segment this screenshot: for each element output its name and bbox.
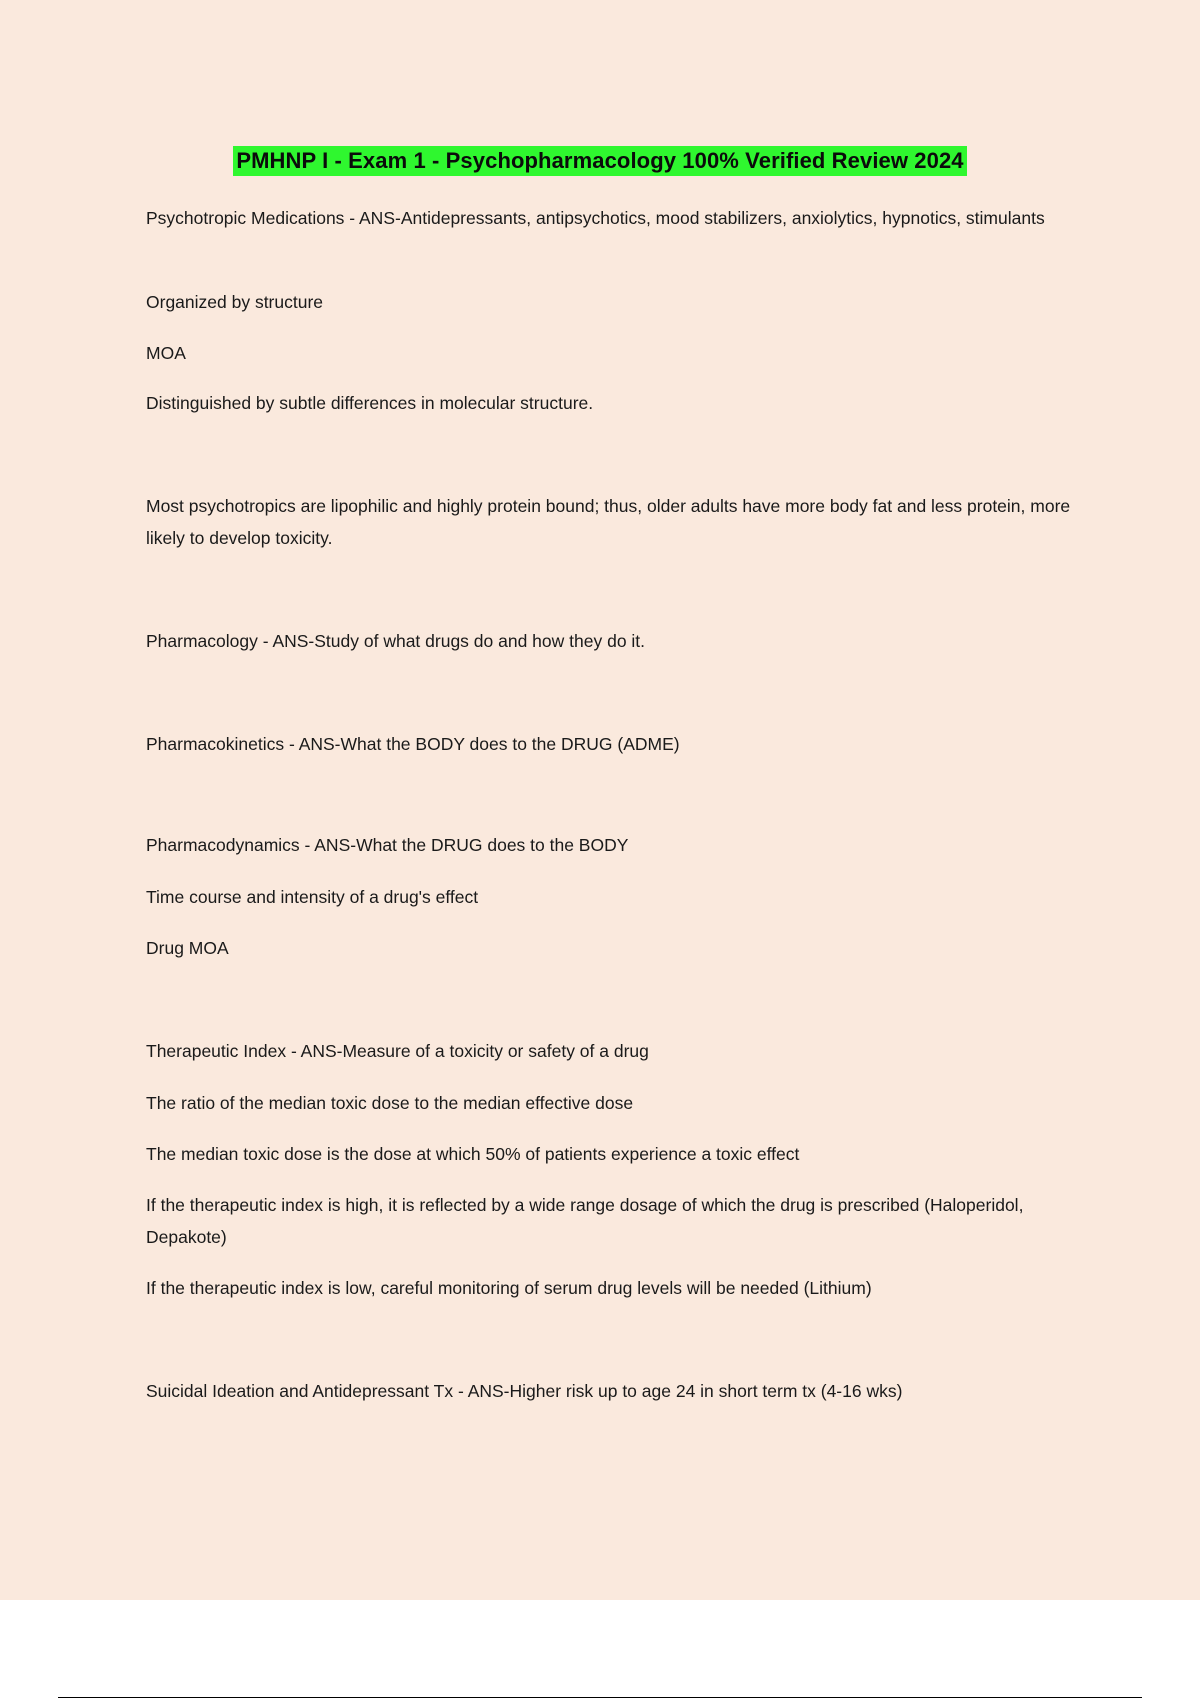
text-line: Pharmacology - ANS-Study of what drugs do and how they do it. bbox=[146, 631, 646, 651]
text-line: Therapeutic Index - ANS-Measure of a toxicity or safety of a drug bbox=[146, 1041, 649, 1061]
text-line: Suicidal Ideation and Antidepressant Tx - ANS-Higher risk up to age 24 in short term tx (4-16 wks) bbox=[146, 1381, 903, 1401]
text-line: If the therapeutic index is high, it is reflected by a wide range dosage of which the drug is prescribed (Haloperidol, Depakote) bbox=[146, 1195, 1024, 1247]
text-line: The median toxic dose is the dose at which 50% of patients experience a toxic effect bbox=[146, 1144, 800, 1164]
text-line: Most psychotropics are lipophilic and highly protein bound; thus, older adults have more body fat and less protein, more likely to develop toxicity. bbox=[146, 496, 1071, 548]
text-line: Drug MOA bbox=[146, 938, 229, 958]
text-line: Time course and intensity of a drug's effect bbox=[146, 887, 479, 907]
text-line: Pharmacodynamics - ANS-What the DRUG does to the BODY bbox=[146, 835, 629, 855]
text-line: Psychotropic Medications - ANS-Antidepressants, antipsychotics, mood stabilizers, anxiolytics, hypnotics, stimulants bbox=[146, 208, 1045, 228]
text-line: Pharmacokinetics - ANS-What the BODY does to the DRUG (ADME) bbox=[146, 734, 680, 754]
document-title: PMHNP I - Exam 1 - Psychopharmacology 100% Verified Review 2024 bbox=[233, 146, 966, 176]
text-line: Distinguished by subtle differences in molecular structure. bbox=[146, 393, 594, 413]
text-line: MOA bbox=[146, 343, 186, 363]
text-line: If the therapeutic index is low, careful monitoring of serum drug levels will be needed (Lithium) bbox=[146, 1278, 872, 1298]
text-line: The ratio of the median toxic dose to the median effective dose bbox=[146, 1093, 634, 1113]
footer-divider bbox=[58, 1697, 1142, 1698]
text-line: Organized by structure bbox=[146, 292, 324, 312]
title-container bbox=[0, 146, 1200, 176]
